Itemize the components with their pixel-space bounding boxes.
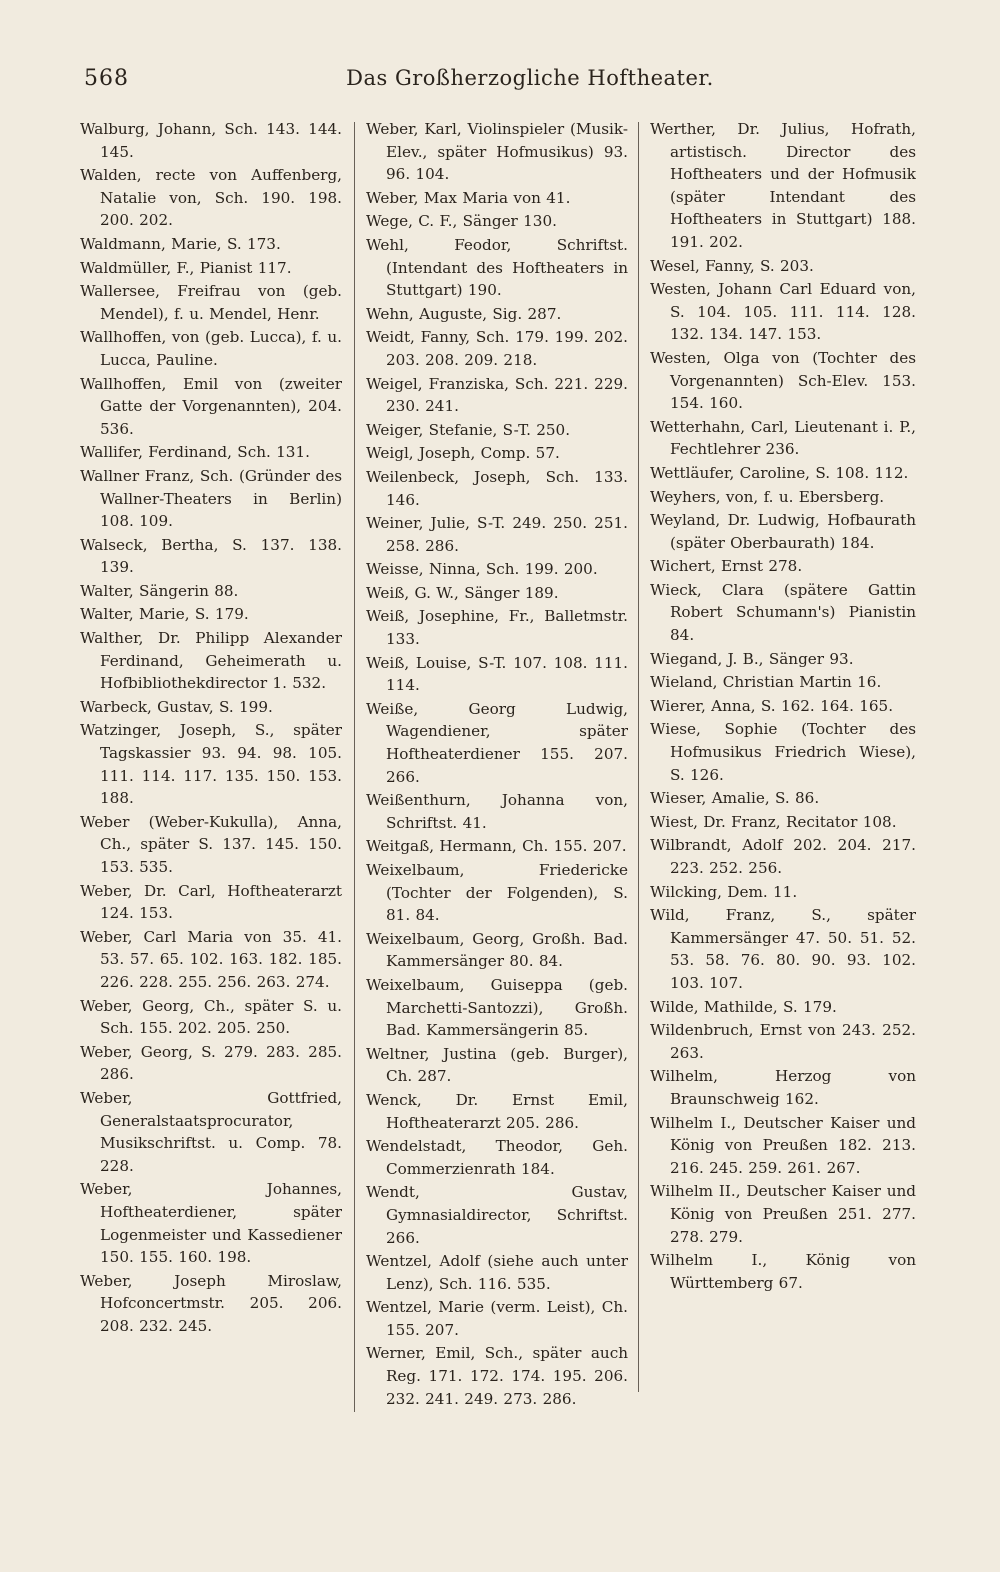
index-entry: Weber, Georg, S. 279. 283. 285. 286. [80, 1042, 342, 1084]
index-entry: Walter, Sängerin 88. [80, 581, 239, 600]
running-title: Das Großherzogliche Hoftheater. [346, 66, 714, 90]
index-entry: Walseck, Bertha, S. 137. 138. 139. [80, 535, 342, 577]
index-entry: Wieser, Amalie, S. 86. [650, 789, 820, 808]
index-entry: Wiegand, J. B., Sänger 93. [650, 649, 854, 668]
index-entry: Wendelstadt, Theodor, Geh. Commerzienrath 184. [366, 1137, 628, 1178]
index-entry: Wieck, Clara (spätere Gattin Robert Schumann's) Pianistin 84. [650, 580, 916, 645]
index-entry: Wallhoffen, von (geb. Lucca), f. u. Lucca, Pauline. [80, 328, 342, 369]
index-entry: Weilenbeck, Joseph, Sch. 133. 146. [366, 467, 628, 509]
index-entry: Weber, Gottfried, Generalstaatsprocurator, Musikschriftst. u. Comp. 78. 228. [80, 1088, 342, 1175]
index-entry: Warbeck, Gustav, S. 199. [80, 697, 273, 716]
index-columns [80, 118, 920, 1448]
index-entry: Wallner Franz, Sch. (Gründer des Wallner-Theaters in Berlin) 108. 109. [80, 466, 342, 531]
index-entry: Wilde, Mathilde, S. 179. [650, 997, 837, 1016]
index-entry: Weisse, Ninna, Sch. 199. 200. [366, 560, 598, 579]
index-entry: Wieland, Christian Martin 16. [650, 673, 882, 692]
index-entry: Waldmüller, F., Pianist 117. [80, 258, 292, 277]
index-entry: Wilhelm, Herzog von Braunschweig 162. [650, 1067, 916, 1108]
index-entry: Werner, Emil, Sch., später auch Reg. 171. 172. 174. 195. 206. 232. 241. 249. 273. 286. [366, 1344, 628, 1408]
index-entry: Weixelbaum, Georg, Großh. Bad. Kammersänger 80. 84. [366, 929, 628, 971]
index-entry: Wehl, Feodor, Schriftst. (Intendant des Hoftheaters in Stuttgart) 190. [366, 235, 628, 300]
index-column-right [650, 118, 916, 1448]
index-entry: Weber, Joseph Miroslaw, Hofconcertmstr. 205. 206. 208. 232. 245. [80, 1271, 342, 1335]
index-entry: Wentzel, Marie (verm. Leist), Ch. 155. 207. [366, 1298, 628, 1339]
index-column-middle [366, 118, 628, 1448]
index-entry: Weber (Weber-Kukulla), Anna, Ch., später S. 137. 145. 150. 153. 535. [80, 812, 342, 876]
index-entry: Walther, Dr. Philipp Alexander Ferdinand, Geheimerath u. Hofbibliothekdirector 1. 532. [80, 629, 342, 693]
index-entry: Weber, Max Maria von 41. [366, 188, 571, 207]
index-entry: Wendt, Gustav, Gymnasialdirector, Schriftst. 266. [366, 1183, 628, 1247]
index-entry: Walden, recte von Auffenberg, Natalie von, Sch. 190. 198. 200. 202. [80, 166, 342, 230]
index-entry: Wallhoffen, Emil von (zweiter Gatte der Vorgenannten), 204. 536. [80, 374, 342, 438]
index-entry: Werther, Dr. Julius, Hofrath, artistisch. Director des Hoftheaters und der Hofmusik (später Intendant des Hoftheaters in Stuttgart) 188. 191. 202. [650, 120, 916, 251]
index-entry: Weixelbaum, Guiseppa (geb. Marchetti-Santozzi), Großh. Bad. Kammersängerin 85. [366, 975, 628, 1040]
index-entry: Wilhelm I., Deutscher Kaiser und König von Preußen 182. 213. 216. 245. 259. 261. 267. [650, 1113, 916, 1177]
index-entry: Westen, Johann Carl Eduard von, S. 104. 105. 111. 114. 128. 132. 134. 147. 153. [650, 280, 916, 344]
index-entry: Waldmann, Marie, S. 173. [80, 234, 281, 253]
index-entry: Wiese, Sophie (Tochter des Hofmusikus Friedrich Wiese), S. 126. [650, 720, 916, 784]
index-entry: Westen, Olga von (Tochter des Vorgenannten) Sch-Elev. 153. 154. 160. [650, 348, 916, 413]
index-entry: Weber, Dr. Carl, Hoftheaterarzt 124. 153. [80, 881, 342, 923]
index-entry: Wiest, Dr. Franz, Recitator 108. [650, 812, 897, 831]
index-entry: Weiß, G. W., Sänger 189. [366, 583, 559, 602]
index-entry: Weiß, Josephine, Fr., Balletmstr. 133. [366, 607, 628, 649]
index-entry: Weiß, Louise, S-T. 107. 108. 111. 114. [366, 653, 628, 695]
index-entry: Weyhers, von, f. u. Ebersberg. [650, 487, 885, 506]
index-entry: Weiger, Stefanie, S-T. 250. [366, 420, 571, 439]
index-entry: Wilhelm I., König von Württemberg 67. [650, 1251, 916, 1292]
index-entry: Wesel, Fanny, S. 203. [650, 256, 814, 275]
index-entry: Weigel, Franziska, Sch. 221. 229. 230. 241. [366, 374, 628, 416]
index-entry: Wehn, Auguste, Sig. 287. [366, 304, 562, 323]
index-entry: Walburg, Johann, Sch. 143. 144. 145. [80, 120, 342, 161]
index-entry: Weber, Carl Maria von 35. 41. 53. 57. 65. 102. 163. 182. 185. 226. 228. 255. 256. 263. 274. [80, 927, 342, 991]
index-entry: Weiner, Julie, S-T. 249. 250. 251. 258. 286. [366, 514, 628, 555]
index-entry: Wege, C. F., Sänger 130. [366, 212, 557, 231]
index-entry: Watzinger, Joseph, S., später Tagskassier 93. 94. 98. 105. 111. 114. 117. 135. 150. 153. 188. [80, 721, 342, 808]
index-entry: Weber, Johannes, Hoftheaterdiener, später Logenmeister und Kassediener 150. 155. 160. 198. [80, 1180, 342, 1267]
index-entry: Weißenthurn, Johanna von, Schriftst. 41. [366, 791, 628, 832]
index-entry: Wetterhahn, Carl, Lieutenant i. P., Fechtlehrer 236. [650, 417, 916, 459]
index-entry: Walter, Marie, S. 179. [80, 605, 249, 624]
index-entry: Wallersee, Freifrau von (geb. Mendel), f. u. Mendel, Henr. [80, 282, 342, 323]
index-entry: Wilbrandt, Adolf 202. 204. 217. 223. 252. 256. [650, 836, 916, 877]
index-entry: Wild, Franz, S., später Kammersänger 47. 50. 51. 52. 53. 58. 76. 80. 90. 93. 102. 103. 107. [650, 906, 916, 992]
index-entry: Wildenbruch, Ernst von 243. 252. 263. [650, 1021, 916, 1062]
index-entry: Wentzel, Adolf (siehe auch unter Lenz), Sch. 116. 535. [366, 1252, 628, 1293]
index-entry: Wilhelm II., Deutscher Kaiser und König von Preußen 251. 277. 278. 279. [650, 1182, 916, 1246]
index-entry: Weltner, Justina (geb. Burger), Ch. 287. [366, 1044, 628, 1086]
index-entry: Wettläufer, Caroline, S. 108. 112. [650, 463, 909, 482]
index-entry: Wenck, Dr. Ernst Emil, Hoftheaterarzt 205. 286. [366, 1090, 628, 1132]
index-entry: Weidt, Fanny, Sch. 179. 199. 202. 203. 208. 209. 218. [366, 328, 628, 369]
index-entry: Weiße, Georg Ludwig, Wagendiener, später Hoftheaterdiener 155. 207. 266. [366, 699, 628, 786]
page-header [84, 66, 916, 106]
column-divider [638, 122, 639, 1392]
index-entry: Weyland, Dr. Ludwig, Hofbaurath (später Oberbaurath) 184. [650, 511, 916, 552]
index-entry: Wallifer, Ferdinand, Sch. 131. [80, 443, 310, 462]
index-entry: Weber, Karl, Violinspieler (Musik-Elev., später Hofmusikus) 93. 96. 104. [366, 120, 628, 184]
index-entry: Weitgaß, Hermann, Ch. 155. 207. [366, 837, 627, 856]
index-entry: Wichert, Ernst 278. [650, 557, 803, 576]
index-entry: Wierer, Anna, S. 162. 164. 165. [650, 696, 894, 715]
index-entry: Weber, Georg, Ch., später S. u. Sch. 155. 202. 205. 250. [80, 996, 342, 1038]
page-number: 568 [84, 66, 129, 91]
index-entry: Weixelbaum, Friedericke (Tochter der Folgenden), S. 81. 84. [366, 861, 628, 925]
index-entry: Wilcking, Dem. 11. [650, 882, 798, 901]
column-divider [354, 122, 355, 1412]
index-column-left [80, 118, 342, 1448]
index-entry: Weigl, Joseph, Comp. 57. [366, 444, 560, 463]
